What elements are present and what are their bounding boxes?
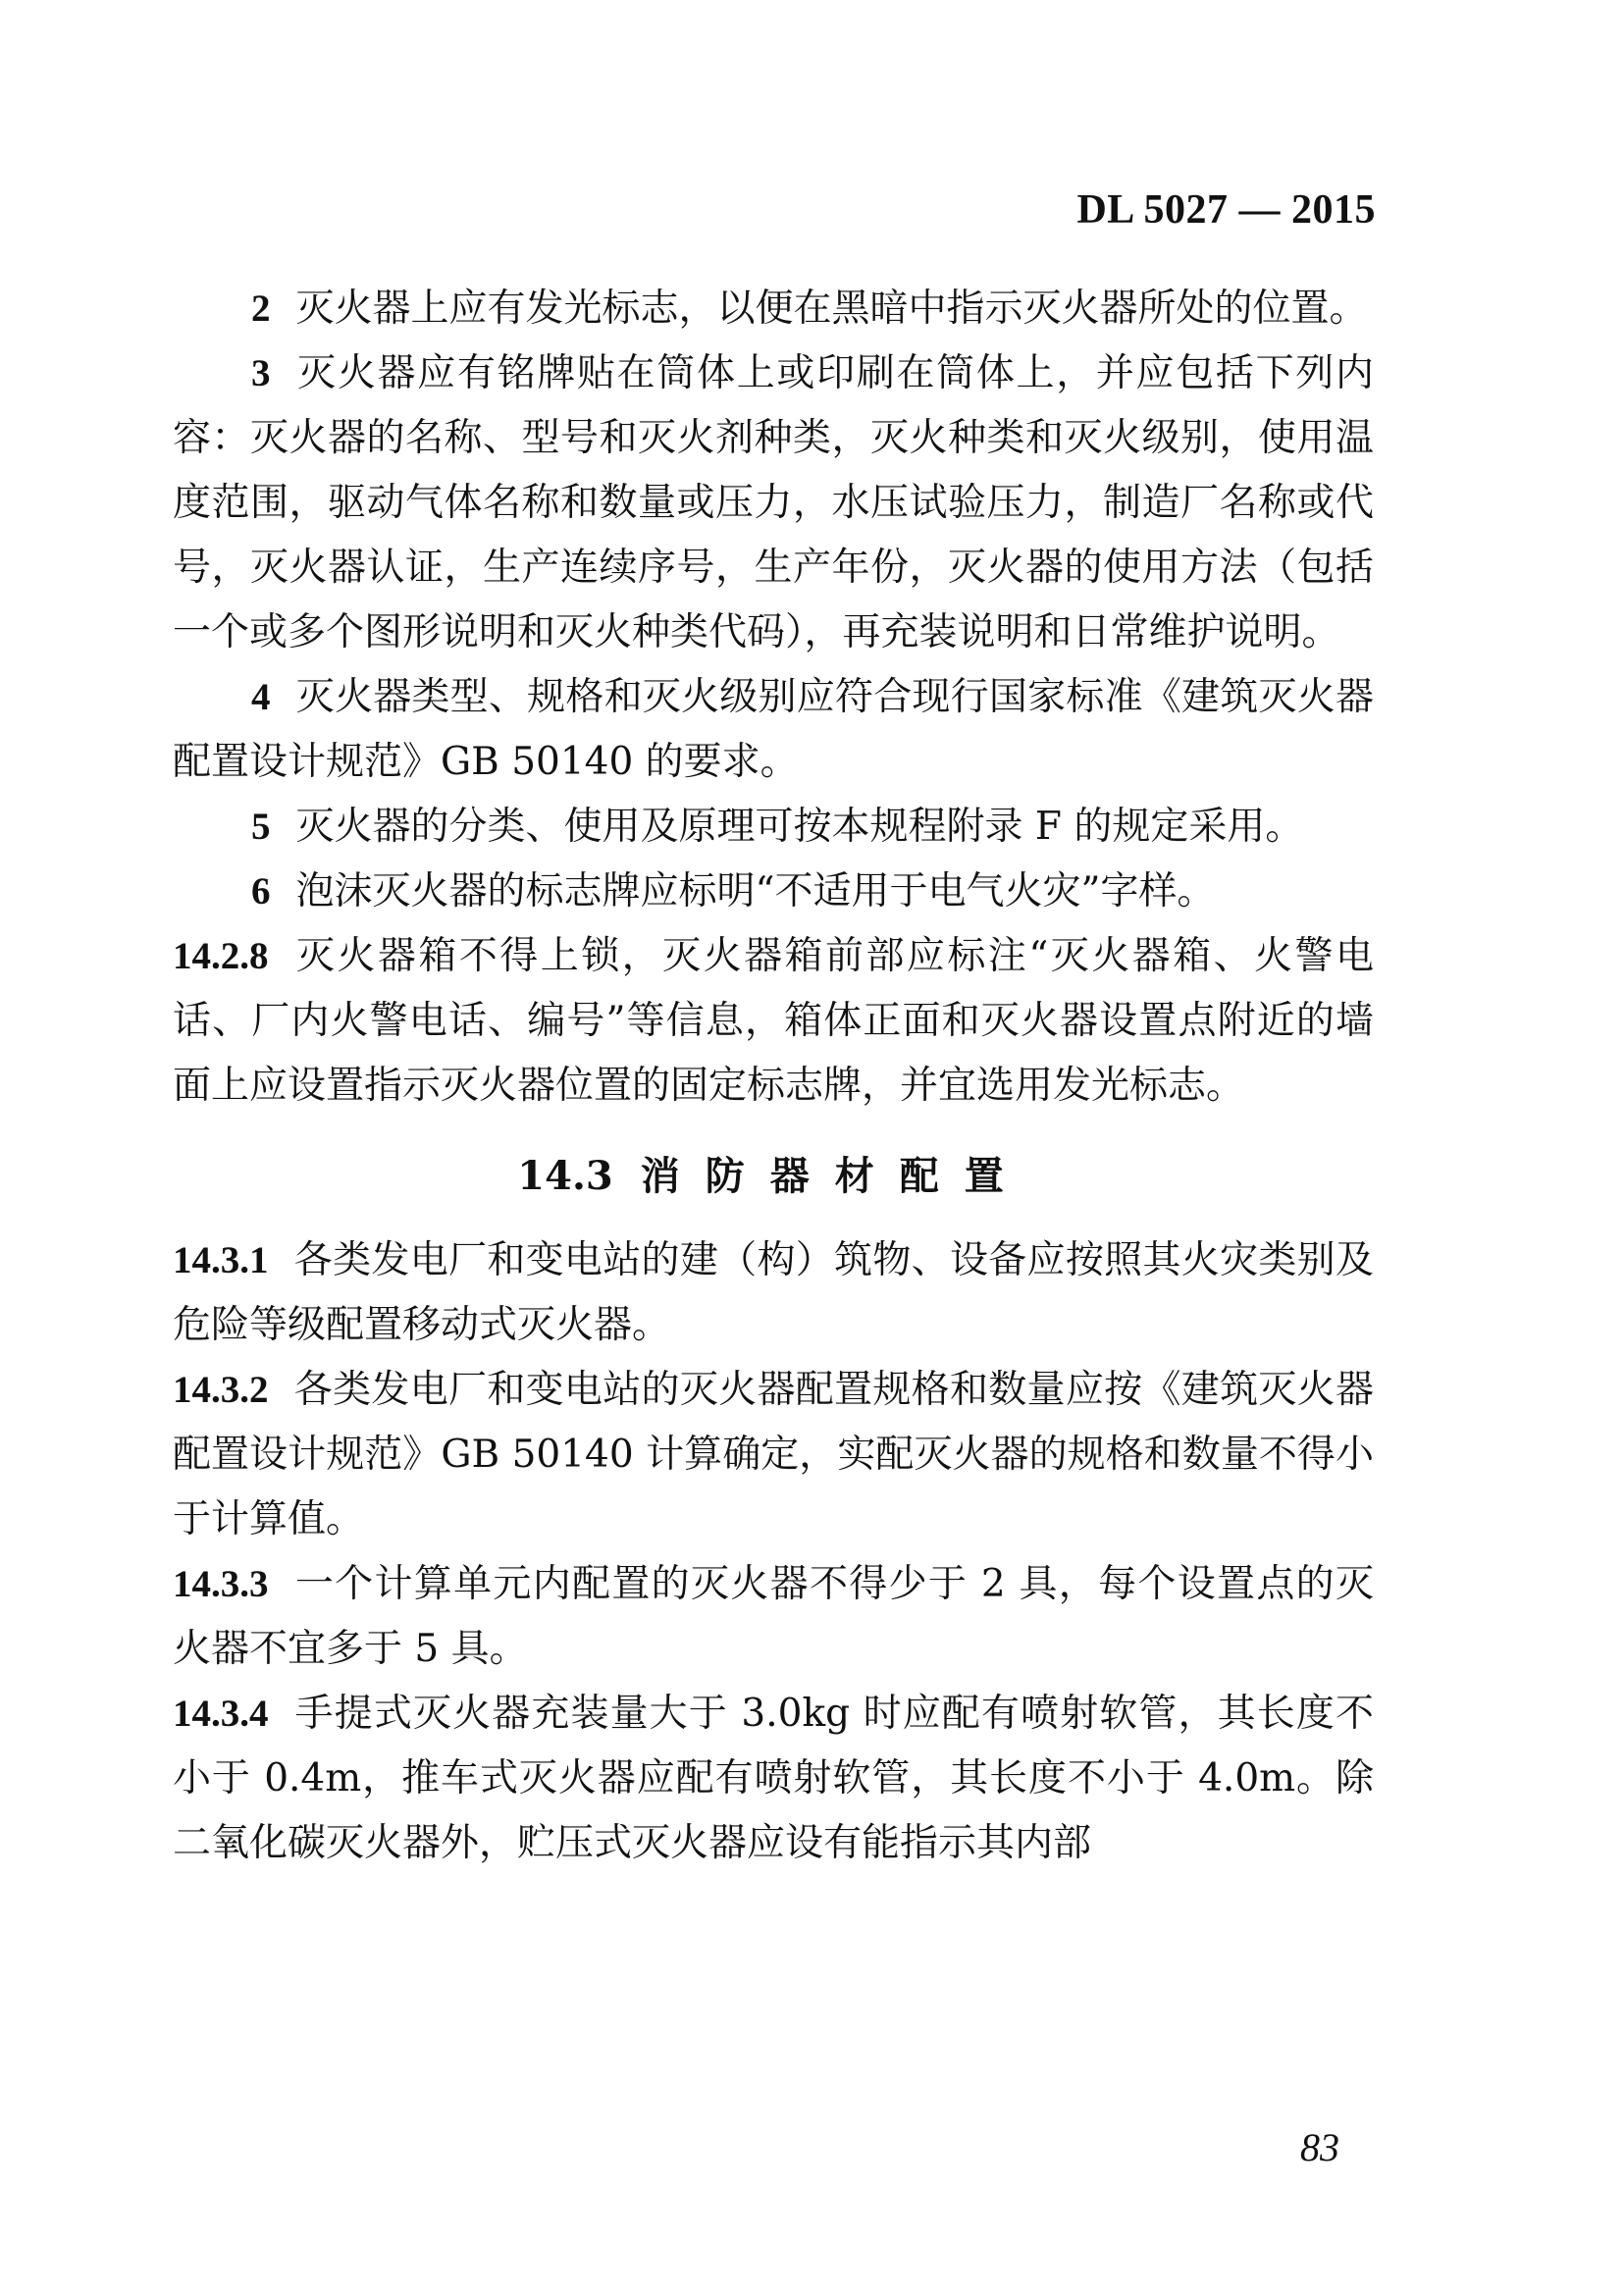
item-text: 泡沫灭火器的标志牌应标明“不适用于电气火灾”字样。 xyxy=(295,869,1216,913)
clause-text: 灭火器箱不得上锁，灭火器箱前部应标注“灭火器箱、火警电话、厂内火警电话、编号”等信息，箱体正面和灭火器设置点附近的墙面上应设置指示灭火器位置的固定标志牌，并宜选用发光标志。 xyxy=(173,934,1374,1108)
clause-14-3-3 xyxy=(173,1552,1374,1682)
standard-number: DL 5027 — 2015 xyxy=(1076,187,1376,233)
clause-number: 14.2.8 xyxy=(173,935,269,977)
clause-number: 14.3.1 xyxy=(173,1239,269,1281)
list-item xyxy=(173,341,1374,665)
list-item xyxy=(173,860,1374,924)
section-title: 消防器材配置 xyxy=(640,1153,1029,1199)
item-number: 5 xyxy=(251,806,271,848)
clause-text: 各类发电厂和变电站的建（构）筑物、设备应按照其火灾类别及危险等级配置移动式灭火器。 xyxy=(173,1238,1374,1347)
clause-text: 各类发电厂和变电站的灭火器配置规格和数量应按《建筑灭火器配置设计规范》GB 50140 计算确定，实配灭火器的规格和数量不得小于计算值。 xyxy=(173,1368,1374,1541)
clause-number: 14.3.4 xyxy=(173,1693,269,1735)
list-item xyxy=(173,277,1374,341)
clause-text: 手提式灭火器充装量大于 3.0kg 时应配有喷射软管，其长度不小于 0.4m，推车式灭火器应配有喷射软管，其长度不小于 4.0m。除二氧化碳灭火器外，贮压式灭火器应设有能指示其内部 xyxy=(173,1692,1374,1865)
section-number: 14.3 xyxy=(517,1153,613,1199)
list-item xyxy=(173,665,1374,795)
clause-number: 14.3.2 xyxy=(173,1369,269,1411)
page-body xyxy=(173,277,1374,1876)
clause-14-2-8 xyxy=(173,924,1374,1119)
section-heading xyxy=(173,1144,1374,1209)
item-text: 灭火器类型、规格和灭火级别应符合现行国家标准《建筑灭火器配置设计规范》GB 50140 的要求。 xyxy=(173,675,1374,784)
item-number: 3 xyxy=(251,352,271,394)
item-text: 灭火器的分类、使用及原理可按本规程附录 F 的规定采用。 xyxy=(295,805,1304,849)
item-number: 4 xyxy=(251,676,271,718)
item-number: 2 xyxy=(251,287,271,330)
item-text: 灭火器上应有发光标志，以便在黑暗中指示灭火器所处的位置。 xyxy=(295,287,1368,331)
item-number: 6 xyxy=(251,870,271,913)
clause-14-3-1 xyxy=(173,1228,1374,1358)
clause-14-3-2 xyxy=(173,1358,1374,1552)
clause-number: 14.3.3 xyxy=(173,1563,269,1605)
page-number: 83 xyxy=(1300,2125,1339,2169)
list-item xyxy=(173,795,1374,860)
clause-14-3-4 xyxy=(173,1682,1374,1876)
item-text: 灭火器应有铭牌贴在筒体上或印刷在筒体上，并应包括下列内容：灭火器的名称、型号和灭火剂种类，灭火种类和灭火级别，使用温度范围，驱动气体名称和数量或压力，水压试验压力，制造厂名称或代号，灭火器认证，生产连续序号，生产年份，灭火器的使用方法（包括一个或多个图形说明和灭火种类代码），再充装说明和日常维护说明。 xyxy=(173,351,1374,654)
clause-text: 一个计算单元内配置的灭火器不得少于 2 具，每个设置点的灭火器不宜多于 5 具。 xyxy=(173,1562,1374,1671)
